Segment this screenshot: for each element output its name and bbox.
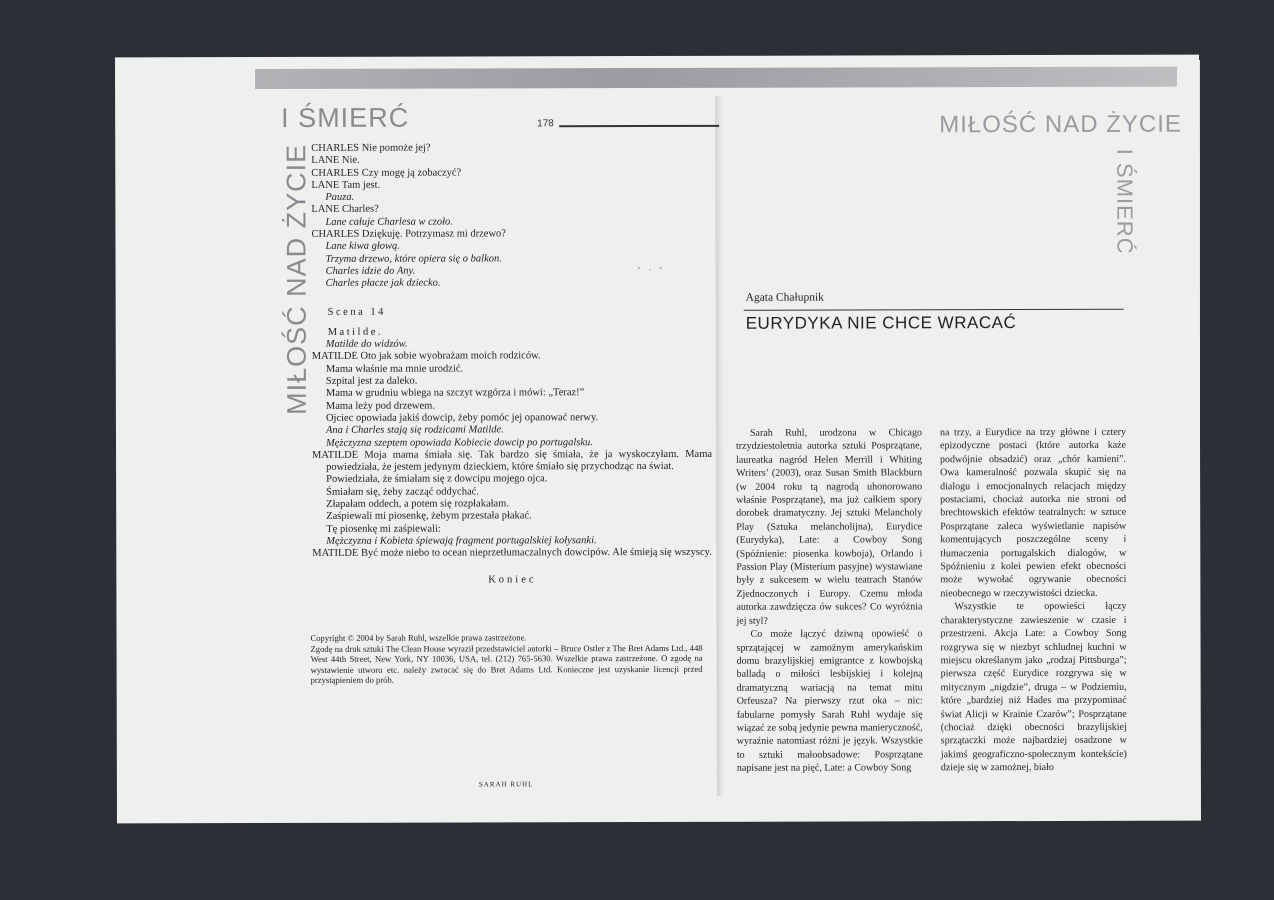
paragraph: Sarah Ruhl, urodzona w Chicago trzydziestoletnia autorka sztuki Posprzątane, laureatka nagród Helen Merrill i Whiting Writers’ (2003), oraz Susan Smith Blackburn (w 2004 roku tą nagrodą uhonorowano właśnie Posprzątane), ma już całkiem spory dorobek dramatyczny. Jej sztuki Melancholy Play (Sztuka melancholijna), Eurydice (Eurydyka), Late: a Cowboy Song (Spóźnienie: piosenka kowboja), Orlando i Passion Play (Misterium pasyjne) wystawiane były z sukcesem w wielu teatrach Stanów Zjednoczonych i Europy. Czemu młoda autorka zawdzięcza ów sukces? Co wyróżnia jej styl? (736, 427, 923, 627)
stage-direction: Charles płacze jak dziecko. (325, 277, 441, 290)
stage-direction: Lane całuje Charlesa w czoło. (325, 216, 453, 228)
dialogue-line: MATILDE Moja mama śmiała się. Tak bardzo się śmiała, że ja wyskoczyłam. Mama powiedziała, że jestem jedynym dzieckiem, które śmiało się przychodząc na świat. (312, 448, 713, 473)
magazine-spread (115, 55, 1201, 824)
copyright-permission: Zgodę na druk sztuki The Clean House wyraził przedstawiciel autorki – Bruce Ostler z The Bret Adams Ltd., 448 West 44th Street, New York, NY 10036, USA, tel. (212) 765-5630. Wszelkie prawa zastrzeżone. O zgodę na wystawienie utworu etc. należy zwracać się do Bret Adams Ltd. Konieczne jest uzyskanie licencji przed przystąpieniem do prób. (310, 642, 703, 686)
scan-smudge: - . - (637, 261, 666, 273)
left-vertical-title: MIŁOŚĆ NAD ŻYCIE (281, 143, 312, 415)
page-number: 178 (537, 118, 554, 130)
stage-direction: Trzyma drzewo, które opiera się o balkon. (325, 253, 502, 265)
dialogue-line: CHARLES Dziękuję. Potrzymasz mi drzewo? (311, 228, 506, 240)
scene-speaker: Matilde. (327, 326, 384, 338)
stage-direction: Lane kiwa głową. (325, 241, 400, 253)
stage-direction: Charles idzie do Any. (325, 265, 416, 277)
dialogue-line: Śmiałam się, żeby zacząć oddychać. (326, 486, 479, 498)
dialogue-line: LANE Charles? (311, 204, 379, 216)
dialogue-line: MATILDE Być może niebo to ocean nieprzetłumaczalnych dowcipów. Ale śmieją się wszyscy. (312, 547, 712, 560)
paragraph: Wszystkie te opowieści łączy charakterystyczne zawieszenie w czasie i przestrzeni. Akcja Late: a Cowboy Song rozgrywa się w niezbyt schludnej kuchni w miejscu określanym jako „rodzaj Pittsburga”; pierwsza część Eurydice rozgrywa się w mitycznym „nigdzie”, druga – w Podziemiu, które „bardziej niż Hades ma przypominać świat Alicji w Krainie Czarów”; Posprzątane (chociaż dzięki obecności brazylijskiej sprzątaczki może najbardziej osadzone w jakimś geograficzno-społecznym kontekście) dzieje się w zamożnej, biało (940, 601, 1127, 774)
stage-direction: Mężczyzna szeptem opowiada Kobiecie dowcip po portugalsku. (325, 436, 593, 449)
scene-lines (312, 338, 713, 560)
stage-direction: Matilde do widzów. (325, 338, 408, 351)
article-author: Agata Chałupnik (745, 291, 824, 304)
dialogue-line: Mama leży pod drzewem. (325, 400, 435, 412)
play-script (311, 142, 712, 587)
article-column-1 (736, 426, 923, 775)
dialogue-line: Szpital jest za daleko. (325, 375, 418, 387)
stage-direction: Ana i Charles stają się rodzicami Matilde. (325, 424, 504, 437)
dialogue-line: Mama w grudniu wbiega na szczyt wzgórza i mówi: „Teraz!” (325, 387, 585, 400)
paragraph: Co może łączyć dziwną opowieść o sprzątającej w zamożnym amerykańskim domu brazylijskiej emigrantce z kowbojską balladą o miłości lesbijskiej i kolejną dramatyczną wariacją na temat mitu Orfeusza? Na pierwszy rzut oka – nic: fabularne pomysły Sarah Ruhl wydaje się wiązać ze sobą jedynie pewna manieryczność, wyraźnie natomiast różni je język. Wszystkie to sztuki małoobsadowe: Posprzątane napisane jest na pięć, Late: a Cowboy Song (736, 628, 923, 774)
article-title: EURYDYKA NIE CHCE WRACAĆ (745, 313, 1017, 333)
dialogue-line: Złapałam oddech, a potem się rozpłakałam. (326, 498, 509, 510)
left-running-title: I ŚMIERĆ (281, 102, 410, 133)
dialogue-line: MATILDE Oto jak sobie wyobrażam moich rodziców. (311, 350, 541, 363)
dialogue-line: LANE Nie. (311, 155, 360, 167)
dialogue-line: CHARLES Nie pomoże jej? (311, 142, 431, 154)
copyright-notice (311, 632, 703, 686)
stage-direction: Pauza. (325, 191, 355, 204)
script-lines (311, 142, 711, 291)
dialogue-line: CHARLES Czy mogę ją zobaczyć? (311, 167, 462, 179)
dialogue-line: Tę piosenkę mi zaśpiewali: (326, 523, 441, 535)
stage-direction: Mężczyzna i Kobieta śpiewają fragment portugalskiej kołysanki. (326, 535, 597, 547)
copyright-line: Copyright © 2004 by Sarah Ruhl, wszelkie prawa zastrzeżone. (310, 632, 527, 643)
dialogue-line: LANE Tam jest. (311, 179, 381, 191)
top-grey-band (255, 67, 1177, 89)
dialogue-line: Ojciec opowiada jakiś dowcip, żeby pomóc jej opanować nerwy. (325, 412, 599, 424)
dialogue-line: Zaśpiewali mi piosenkę, żebym przestała płakać. (326, 510, 532, 523)
koniec-label: Koniec (488, 573, 537, 585)
article-column-2 (940, 426, 1127, 775)
dialogue-line: Mama właśnie ma mnie urodzić. (325, 363, 464, 375)
right-vertical-title: I ŚMIERĆ (1112, 148, 1138, 255)
page-number-row (537, 118, 719, 132)
page-number-rule (559, 125, 719, 127)
dialogue-line: Powiedziała, że śmiałam się z dowcipu mojego ojca. (326, 473, 548, 486)
paragraph: na trzy, a Eurydice na trzy główne i cztery epizodyczne postaci (które autorka każe podwójnie obsadzić) oraz „chór kamieni”. Owa kameralność pozwala skupić się na dialogu i emocjonalnych relacjach między postaciami, chociaż autorka nie stroni od brechtowskich efektów teatralnych: w sztuce Posprzątane zaleca wyświetlanie napisów komentujących poszczególne sceny i tłumaczenia portugalskich dialogów, w Spóźnieniu z kolei pewien efekt obecności może wywołać ogrywanie obecności nieobecnego w rzeczywistości dziecka. (939, 426, 1127, 600)
center-gutter (715, 96, 725, 796)
footer-author: SARAH RUHL (478, 780, 534, 789)
right-running-title: MIŁOŚĆ NAD ŻYCIE (939, 110, 1182, 139)
author-rule (744, 309, 1124, 311)
scene-heading: Scena 14 (327, 306, 386, 318)
